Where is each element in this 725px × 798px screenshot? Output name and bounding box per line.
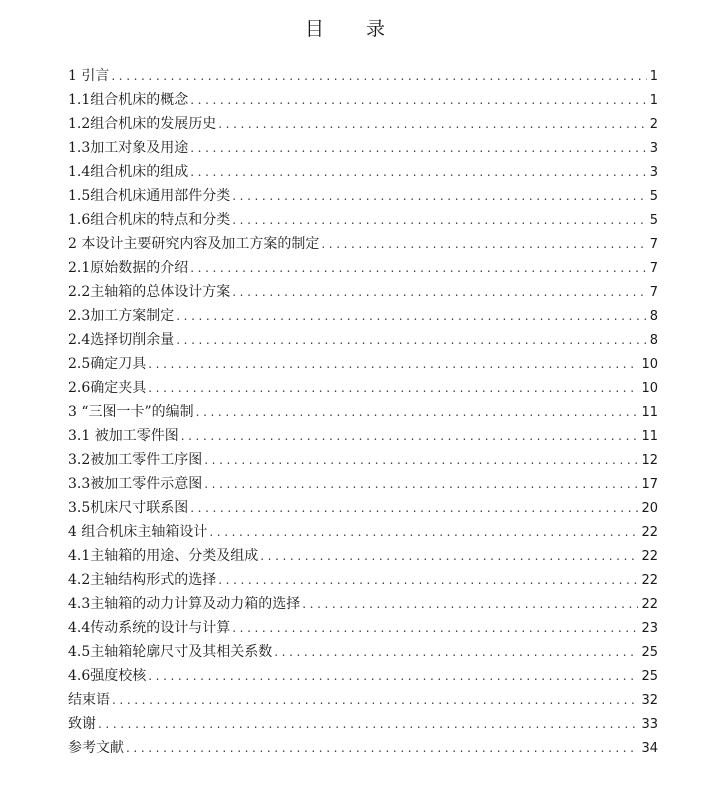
toc-entry[interactable] (68, 688, 658, 712)
toc-entry-text: 结束语 (68, 692, 110, 708)
toc-entry-leader (112, 688, 638, 712)
toc-entry-leader (176, 328, 646, 352)
toc-entry-leader (98, 712, 638, 736)
toc-entry-leader (111, 64, 646, 88)
toc-entry-page-number: 17 (641, 477, 658, 492)
toc-entry[interactable] (68, 712, 658, 736)
toc-entry[interactable] (68, 136, 658, 160)
toc-entry-text: 3.1 被加工零件图 (68, 428, 179, 444)
toc-entry-leader (190, 88, 646, 112)
toc-entry-text: 4 组合机床主轴箱设计 (68, 524, 208, 540)
toc-entry[interactable] (68, 544, 658, 568)
toc-entry-page-number: 34 (641, 741, 658, 756)
toc-entry-leader (218, 568, 638, 592)
toc-entry-text: 2.5确定刀具 (68, 356, 147, 372)
toc-entry-page-number: 22 (641, 573, 658, 588)
toc-entry-text: 参考文献 (68, 740, 124, 756)
toc-entry[interactable] (68, 160, 658, 184)
toc-entry-page-number: 3 (649, 141, 658, 156)
toc-entry-text: 4.4传动系统的设计与计算 (68, 620, 231, 636)
toc-entry-leader (232, 280, 646, 304)
toc-entry-leader (126, 736, 638, 760)
toc-entry-page-number: 32 (641, 693, 658, 708)
toc-entry[interactable] (68, 88, 658, 112)
toc-entry-text: 4.2主轴结构形式的选择 (68, 572, 217, 588)
toc-entry[interactable] (68, 184, 658, 208)
toc-entry-page-number: 8 (649, 333, 658, 348)
toc-entry-text: 3.5机床尺寸联系图 (68, 500, 189, 516)
toc-entry[interactable] (68, 64, 658, 88)
toc-entry-leader (321, 232, 646, 256)
toc-entry[interactable] (68, 328, 658, 352)
toc-list (68, 64, 658, 760)
toc-entry-page-number: 5 (649, 213, 658, 228)
toc-entry-leader (204, 472, 638, 496)
toc-entry-page-number: 10 (641, 357, 658, 372)
toc-entry-page-number: 8 (649, 309, 658, 324)
toc-entry-page-number: 11 (641, 429, 658, 444)
toc-entry-leader (190, 160, 646, 184)
toc-entry-text: 2 本设计主要研究内容及加工方案的制定 (68, 236, 320, 252)
toc-entry-page-number: 12 (641, 453, 658, 468)
toc-entry-page-number: 1 (649, 93, 658, 108)
toc-entry-page-number: 1 (649, 69, 658, 84)
toc-entry-text: 致谢 (68, 716, 96, 732)
toc-entry-text: 1.5组合机床通用部件分类 (68, 188, 231, 204)
toc-entry-text: 1.2组合机床的发展历史 (68, 116, 217, 132)
toc-entry-text: 2.3加工方案制定 (68, 308, 175, 324)
toc-entry-leader (176, 304, 646, 328)
toc-entry-leader (148, 352, 638, 376)
toc-entry-text: 3.3被加工零件示意图 (68, 476, 203, 492)
toc-entry-text: 2.2主轴箱的总体设计方案 (68, 284, 231, 300)
toc-entry-page-number: 25 (641, 669, 658, 684)
toc-entry[interactable] (68, 616, 658, 640)
toc-entry-page-number: 2 (649, 117, 658, 132)
toc-entry-text: 3.2被加工零件工序图 (68, 452, 203, 468)
toc-entry-page-number: 22 (641, 525, 658, 540)
toc-entry-text: 1.4组合机床的组成 (68, 164, 189, 180)
toc-entry[interactable] (68, 232, 658, 256)
toc-entry-text: 4.3主轴箱的动力计算及动力箱的选择 (68, 596, 301, 612)
toc-entry-text: 2.1原始数据的介绍 (68, 260, 189, 276)
toc-entry[interactable] (68, 256, 658, 280)
toc-entry[interactable] (68, 280, 658, 304)
toc-entry-leader (148, 664, 638, 688)
toc-entry[interactable] (68, 592, 658, 616)
toc-title: 目 录 (304, 18, 404, 40)
toc-entry-page-number: 20 (641, 501, 658, 516)
toc-entry[interactable] (68, 304, 658, 328)
toc-entry[interactable] (68, 520, 658, 544)
toc-entry[interactable] (68, 424, 658, 448)
toc-entry-leader (190, 256, 646, 280)
toc-entry-leader (232, 184, 646, 208)
toc-entry-page-number: 22 (641, 597, 658, 612)
toc-entry-leader (190, 136, 646, 160)
toc-entry-text: 1 引言 (68, 68, 110, 84)
toc-entry-text: 4.6强度校核 (68, 668, 147, 684)
toc-entry[interactable] (68, 736, 658, 760)
toc-entry-page-number: 7 (649, 261, 658, 276)
toc-entry-leader (218, 112, 646, 136)
toc-entry[interactable] (68, 640, 658, 664)
toc-entry-page-number: 23 (641, 621, 658, 636)
toc-entry-leader (148, 376, 638, 400)
toc-entry-text: 4.5主轴箱轮廓尺寸及其相关系数 (68, 644, 273, 660)
toc-entry-text: 1.3加工对象及用途 (68, 140, 189, 156)
toc-entry[interactable] (68, 568, 658, 592)
toc-entry-page-number: 10 (641, 381, 658, 396)
toc-entry-leader (260, 544, 638, 568)
toc-entry-leader (190, 496, 638, 520)
toc-entry[interactable] (68, 208, 658, 232)
toc-entry-leader (209, 520, 638, 544)
toc-entry-leader (196, 400, 639, 424)
toc-entry-text: 4.1主轴箱的用途、分类及组成 (68, 548, 259, 564)
toc-entry-leader (274, 640, 638, 664)
toc-entry[interactable] (68, 472, 658, 496)
toc-entry-text: 2.6确定夹具 (68, 380, 147, 396)
toc-entry[interactable] (68, 352, 658, 376)
toc-entry[interactable] (68, 376, 658, 400)
toc-entry-leader (232, 616, 638, 640)
toc-entry-text: 1.6组合机床的特点和分类 (68, 212, 231, 228)
toc-entry-leader (181, 424, 639, 448)
toc-entry-leader (232, 208, 646, 232)
toc-entry-leader (204, 448, 638, 472)
toc-entry[interactable] (68, 400, 658, 424)
toc-entry-page-number: 25 (641, 645, 658, 660)
toc-entry[interactable] (68, 112, 658, 136)
toc-entry-leader (302, 592, 638, 616)
toc-entry-text: 2.4选择切削余量 (68, 332, 175, 348)
toc-entry-text: 3 “三图一卡”的编制 (68, 404, 194, 420)
toc-entry[interactable] (68, 448, 658, 472)
toc-entry-page-number: 7 (649, 237, 658, 252)
toc-entry-page-number: 7 (649, 285, 658, 300)
toc-entry-page-number: 5 (649, 189, 658, 204)
toc-entry-text: 1.1组合机床的概念 (68, 92, 189, 108)
toc-entry-page-number: 3 (649, 165, 658, 180)
toc-entry-page-number: 11 (641, 405, 658, 420)
toc-entry-page-number: 22 (641, 549, 658, 564)
toc-entry-page-number: 33 (641, 717, 658, 732)
toc-entry[interactable] (68, 496, 658, 520)
toc-entry[interactable] (68, 664, 658, 688)
